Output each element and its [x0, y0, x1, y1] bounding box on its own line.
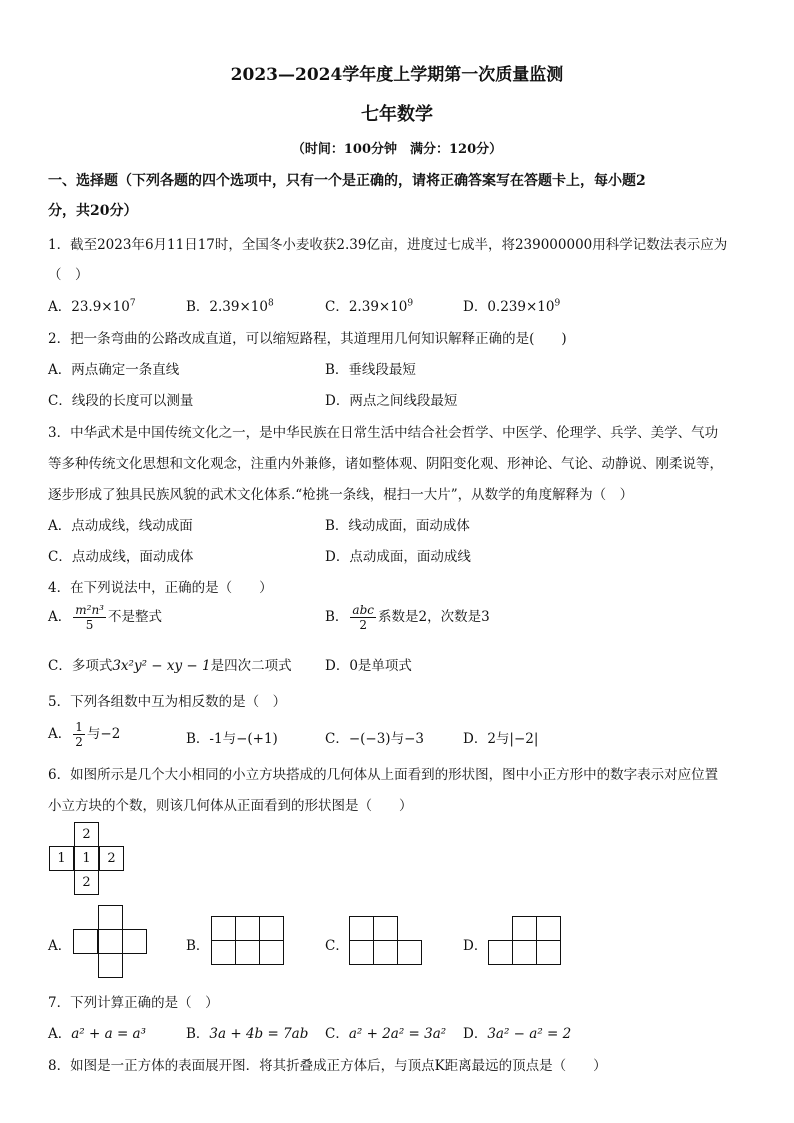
- option-a-cell: [98, 929, 123, 954]
- q7-option-c: [325, 1022, 446, 1042]
- q4-option-a: [48, 604, 162, 631]
- q4-option-b-text: 系数是2，次数是3: [377, 609, 490, 625]
- q2-option-d: D．两点之间线段最短: [325, 393, 458, 409]
- grid-cell-bottom: 2: [74, 870, 99, 895]
- option-c-cell: [373, 916, 398, 941]
- q1-option-b-base: 2.39×10: [209, 299, 268, 315]
- option-c-cell: [397, 940, 422, 965]
- q6-stem-line2: 小立方块的个数，则该几何体从正面看到的形状图是（ ）: [48, 798, 413, 814]
- q5-option-a-fraction: [73, 721, 85, 748]
- q5-stem: 5．下列各组数中互为相反数的是（ ）: [48, 694, 287, 710]
- q4-option-a-fraction: [73, 604, 106, 631]
- q6-stem-line1: 6．如图所示是几个大小相同的小立方块搭成的几何体从上面看到的形状图，图中小正方形中的数字表示对应位置: [48, 767, 719, 783]
- q4-option-b-denominator: 2: [359, 618, 368, 632]
- q1-option-d-exp: 9: [554, 298, 561, 309]
- grid-cell-right: 2: [99, 846, 124, 871]
- q4-option-b-label: B．: [325, 609, 349, 625]
- q4-option-a-text: 不是整式: [107, 609, 162, 625]
- q5-option-d: D．2与|−2|: [463, 731, 539, 747]
- option-d-cell: [488, 940, 513, 965]
- q5-option-a-text: 与−2: [86, 726, 121, 742]
- q4-stem: 4．在下列说法中，正确的是（ ）: [48, 580, 273, 596]
- q4-option-b-numerator: abc: [352, 603, 374, 617]
- q1-option-d: [463, 295, 560, 315]
- q2-option-c: C．线段的长度可以测量: [48, 393, 194, 409]
- q6-option-a-label: A．: [48, 938, 72, 954]
- option-d-cell: [512, 940, 537, 965]
- q7-option-c-label: C．: [325, 1026, 349, 1042]
- q6-option-c-label: C．: [325, 938, 349, 954]
- q3-stem-line2: 等多种传统文化思想和文化观念，注重内外兼修，诸如整体观、阴阳变化观、形神论、气论、动静说、刚柔说等，: [48, 456, 723, 472]
- q6-option-d-label: D．: [463, 938, 488, 954]
- q3-stem-line1: 3．中华武术是中国传统文化之一，是中华民族在日常生活中结合社会哲学、中医学、伦理学、兵学、美学、气功: [48, 425, 719, 441]
- grid-cell-left: 1: [49, 846, 74, 871]
- option-c-cell: [373, 940, 398, 965]
- q4-option-b-fraction: [350, 604, 376, 631]
- q4-option-c-label: C．多项式: [48, 658, 113, 674]
- exam-title: 2023—2024学年度上学期第一次质量监测: [230, 65, 564, 85]
- option-d-cell: [536, 916, 561, 941]
- option-d-cell: [536, 940, 561, 965]
- q4-option-a-numerator: m²n³: [75, 603, 104, 617]
- option-a-cell: [122, 929, 147, 954]
- q7-option-b: [186, 1022, 308, 1042]
- option-b-cell: [259, 940, 284, 965]
- q1-option-c-label: C．: [325, 299, 349, 315]
- q7-option-c-expr: a² + 2a² = 3a²: [348, 1026, 447, 1042]
- q1-option-a: [48, 295, 136, 315]
- q5-option-b: B．-1与−(+1): [186, 731, 278, 747]
- q4-option-a-denominator: 5: [85, 618, 94, 632]
- q7-option-d-label: D．: [463, 1026, 488, 1042]
- option-b-cell: [211, 940, 236, 965]
- q1-option-b-label: B．: [186, 299, 210, 315]
- q4-option-c-text: 是四次二项式: [210, 658, 292, 674]
- grid-cell-top: 2: [74, 822, 99, 847]
- q3-stem-line3: 逐步形成了独具民族风貌的武术文化体系.“枪挑一条线，棍扫一大片”，从数学的角度解释为（ ）: [48, 487, 634, 503]
- option-c-cell: [349, 916, 374, 941]
- q5-option-a: [48, 721, 120, 748]
- option-b-cell: [259, 916, 284, 941]
- q4-option-d: D．0是单项式: [325, 658, 412, 674]
- q5-option-a-numerator: 1: [75, 720, 83, 734]
- q3-option-c: C．点动成线，面动成体: [48, 549, 194, 565]
- q1-stem-line1: 1．截至2023年6月11日17时，全国冬小麦收获2.39亿亩，进度过七成半，将239000000用科学记数法表示应为: [48, 237, 728, 253]
- q5-option-c: C．−(−3)与−3: [325, 731, 424, 747]
- q2-option-b: B．垂线段最短: [325, 362, 416, 378]
- option-a-cell: [98, 953, 123, 978]
- time-info: （时间：100分钟 满分：120分）: [291, 142, 503, 157]
- q4-option-b: [325, 604, 490, 631]
- q4-option-c-expr: 3x²y² − xy − 1: [112, 658, 211, 674]
- grid-cell-center: 1: [74, 846, 99, 871]
- q3-option-d: D．点动成面，面动成线: [325, 549, 471, 565]
- q4-option-c: [48, 654, 292, 674]
- q1-option-a-exp: 7: [129, 298, 136, 309]
- q7-option-b-expr: 3a + 4b = 7ab: [209, 1026, 309, 1042]
- option-b-cell: [235, 916, 260, 941]
- exam-subtitle: 七年数学: [361, 104, 433, 125]
- q1-stem-line2: （ ）: [48, 267, 89, 283]
- q2-option-a: A．两点确定一条直线: [48, 362, 180, 378]
- q6-option-b-label: B．: [186, 938, 210, 954]
- q1-option-c-base: 2.39×10: [348, 299, 408, 315]
- q1-option-a-label: A．: [48, 299, 72, 315]
- option-b-cell: [211, 916, 236, 941]
- q8-stem: 8．如图是一正方体的表面展开图．将其折叠成正方体后，与顶点K距离最远的顶点是（ ）: [48, 1058, 607, 1074]
- section-heading-line2: 分，共20分）: [48, 203, 138, 219]
- q1-option-d-label: D．: [463, 299, 488, 315]
- q1-option-b-exp: 8: [267, 298, 274, 309]
- section-heading-line1: 一、选择题（下列各题的四个选项中，只有一个是正确的，请将正确答案写在答题卡上，每小题2: [48, 173, 646, 189]
- q5-option-a-label: A．: [48, 726, 72, 742]
- q5-option-a-denominator: 2: [75, 735, 83, 749]
- q7-stem: 7．下列计算正确的是（ ）: [48, 995, 219, 1011]
- q4-option-a-label: A．: [48, 609, 72, 625]
- q7-option-a-expr: a² + a = a³: [71, 1026, 147, 1042]
- q7-option-b-label: B．: [186, 1026, 210, 1042]
- q1-option-a-base: 23.9×10: [71, 299, 130, 315]
- q3-option-b: B．线动成面，面动成体: [325, 518, 470, 534]
- q7-option-a: [48, 1022, 146, 1042]
- q1-option-c: [325, 295, 413, 315]
- q1-option-c-exp: 9: [407, 298, 414, 309]
- q2-stem: 2．把一条弯曲的公路改成直道，可以缩短路程，其道理用几何知识解释正确的是( ): [48, 331, 567, 347]
- q7-option-a-label: A．: [48, 1026, 72, 1042]
- q7-option-d-expr: 3a² − a² = 2: [487, 1026, 572, 1042]
- option-b-cell: [235, 940, 260, 965]
- option-d-cell: [512, 916, 537, 941]
- q1-option-d-base: 0.239×10: [487, 299, 555, 315]
- option-c-cell: [349, 940, 374, 965]
- q1-option-b: [186, 295, 274, 315]
- option-a-cell: [73, 929, 98, 954]
- q3-option-a: A．点动成线，线动成面: [48, 518, 193, 534]
- option-a-cell: [98, 905, 123, 930]
- q7-option-d: [463, 1022, 571, 1042]
